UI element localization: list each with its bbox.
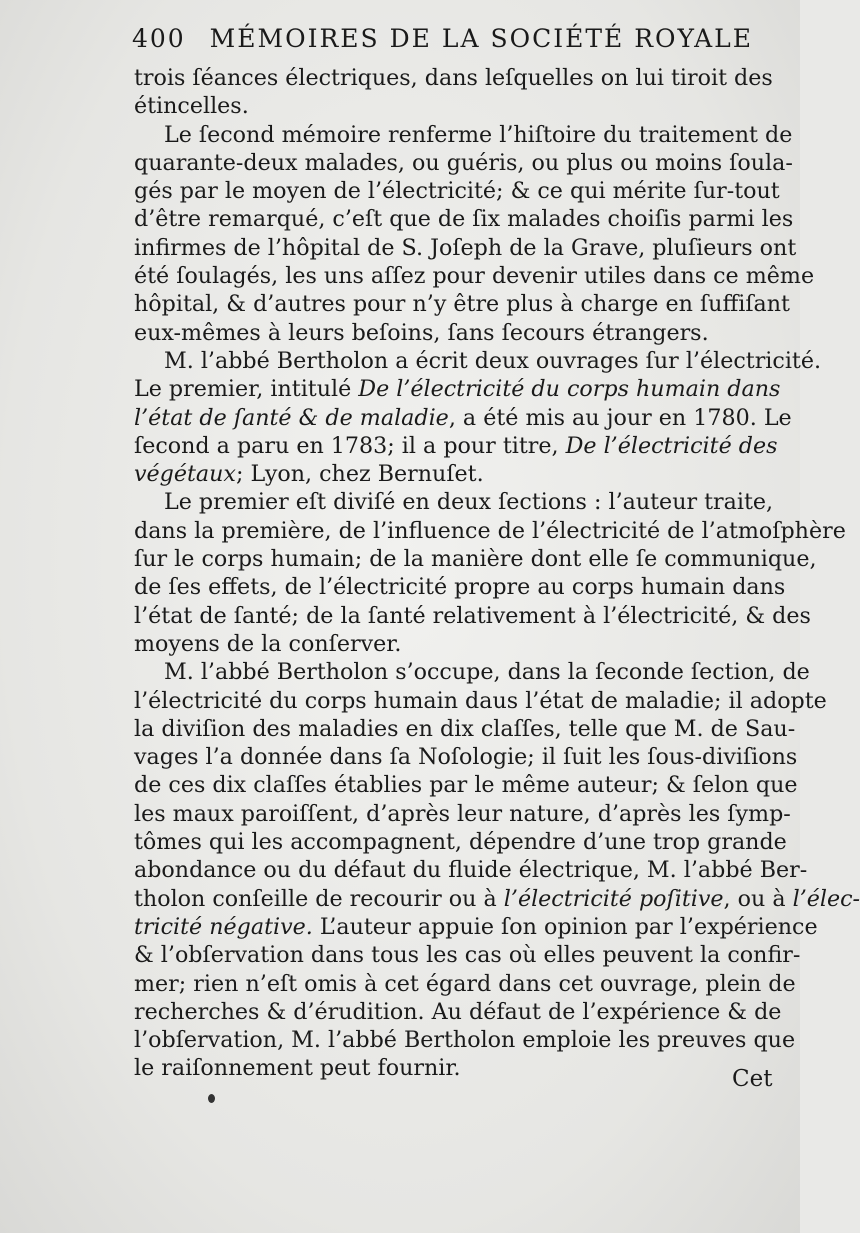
italic-text: De l’électricité des bbox=[565, 432, 778, 459]
text-line bbox=[134, 913, 818, 941]
italic-text: l’élec- bbox=[792, 885, 860, 912]
text-line bbox=[134, 460, 770, 488]
text-span: ; Lyon, chez Bernuſet. bbox=[235, 461, 484, 488]
text-span: eux-mêmes à leurs beſoins, ſans ſecours étrangers. bbox=[134, 319, 709, 346]
text-line bbox=[134, 630, 770, 658]
text-line bbox=[134, 404, 792, 432]
text-line bbox=[134, 205, 794, 233]
text-span: L’auteur appuie ſon opinion par l’expérience bbox=[312, 913, 818, 940]
text-line bbox=[134, 234, 797, 262]
text-line bbox=[134, 149, 793, 177]
italic-text: l’électricité poſitive bbox=[503, 885, 724, 912]
text-span: M. l’abbé Bertholon s’occupe, dans la ſeconde ſection, de bbox=[164, 659, 810, 686]
text-span: été ſoulagés, les uns aſſez pour devenir utiles dans ce même bbox=[134, 263, 815, 290]
text-span: abondance ou du défaut du fluide électrique, M. l’abbé Ber- bbox=[134, 857, 808, 884]
text-line bbox=[134, 602, 811, 630]
text-span: M. l’abbé Bertholon a écrit deux ouvrages ſur l’électricité. bbox=[164, 347, 822, 374]
text-span: l’obſervation, M. l’abbé Bertholon emploie les preuves que bbox=[134, 1027, 796, 1054]
running-title: MÉMOIRES DE LA SOCIÉTÉ ROYALE bbox=[209, 24, 754, 53]
text-line bbox=[134, 771, 798, 799]
text-span: trois ſéances électriques, dans leſquelles on lui tiroit des bbox=[134, 65, 773, 91]
italic-text: l’état de ſanté & de maladie bbox=[134, 404, 449, 431]
page-header bbox=[132, 24, 772, 53]
text-span: dans la première, de l’influence de l’électricité de l’atmoſphère bbox=[134, 517, 846, 544]
text-span: tholon conſeille de recourir ou à bbox=[134, 885, 504, 912]
text-span: ſecond a paru en 1783; il a pour titre, bbox=[134, 432, 566, 459]
text-span: gés par le moyen de l’électricité; & ce qui mérite ſur-tout bbox=[134, 178, 780, 205]
text-span: les maux paroiſſent, d’après leur nature, d’après les ſymp- bbox=[134, 800, 791, 827]
text-line bbox=[134, 743, 798, 771]
text-span: Le premier, intitulé bbox=[134, 376, 359, 403]
text-line bbox=[134, 121, 793, 149]
text-line bbox=[134, 800, 791, 828]
text-span: , ou à bbox=[723, 885, 793, 912]
text-line bbox=[134, 64, 773, 92]
text-line bbox=[134, 856, 808, 884]
text-span: hôpital, & d’autres pour n’y être plus à charge en ſuffiſant bbox=[134, 291, 790, 318]
text-line bbox=[134, 970, 796, 998]
text-span: le raiſonnement peut fournir. bbox=[134, 1055, 461, 1082]
text-line bbox=[134, 1026, 796, 1054]
text-span: de ſes effets, de l’électricité propre au corps humain dans bbox=[134, 574, 786, 601]
text-span: infirmes de l’hôpital de S. Joſeph de la Grave, pluſieurs ont bbox=[134, 234, 797, 261]
text-line bbox=[134, 92, 770, 120]
text-line bbox=[134, 687, 827, 715]
text-line bbox=[134, 658, 810, 686]
text-line bbox=[134, 517, 846, 545]
text-line bbox=[134, 432, 778, 460]
text-line bbox=[134, 262, 815, 290]
text-span: Le ſecond mémoire renferme l’hiſtoire du traitement de bbox=[164, 121, 793, 148]
text-line bbox=[134, 319, 770, 347]
text-line bbox=[134, 941, 801, 969]
italic-text: végétaux bbox=[134, 461, 236, 488]
text-span: moyens de la conſerver. bbox=[134, 630, 402, 657]
body-text bbox=[134, 64, 860, 1083]
text-span: quarante-deux malades, ou guéris, ou plus ou moins ſoula- bbox=[134, 149, 793, 176]
text-span: recherches & d’érudition. Au défaut de l’expérience & de bbox=[134, 998, 782, 1025]
ink-speck bbox=[208, 1094, 215, 1103]
text-span: ſur le corps humain; de la manière dont elle ſe communique, bbox=[134, 546, 817, 573]
text-span: de ces dix claſſes établies par le même auteur; & ſelon que bbox=[134, 772, 798, 799]
italic-text: tricité négative. bbox=[134, 913, 313, 940]
text-line bbox=[134, 375, 781, 403]
italic-text: De l’électricité du corps humain dans bbox=[358, 376, 781, 403]
text-line bbox=[134, 488, 774, 516]
text-span: tômes qui les accompagnent, dépendre d’une trop grande bbox=[134, 829, 787, 856]
text-line bbox=[134, 1054, 770, 1082]
text-span: d’être remarqué, c’eſt que de ſix malades choiſis parmi les bbox=[134, 206, 794, 233]
text-span: l’état de ſanté; de la ſanté relativement à l’électricité, & des bbox=[134, 602, 811, 629]
text-line bbox=[134, 545, 817, 573]
text-span: mer; rien n’eſt omis à cet égard dans cet ouvrage, plein de bbox=[134, 970, 796, 997]
text-line bbox=[134, 715, 796, 743]
text-line bbox=[134, 998, 782, 1026]
text-line bbox=[134, 177, 780, 205]
text-span: l’électricité du corps humain daus l’état de maladie; il adopte bbox=[134, 687, 827, 714]
text-span: , a été mis au jour en 1780. Le bbox=[448, 404, 792, 431]
text-span: la diviſion des maladies en dix claſſes, telle que M. de Sau- bbox=[134, 715, 796, 742]
text-line bbox=[134, 290, 790, 318]
text-line bbox=[134, 828, 787, 856]
text-span: & l’obſervation dans tous les cas où elles peuvent la confir- bbox=[134, 942, 801, 969]
text-span: vages l’a donnée dans ſa Noſologie; il ſuit les ſous-diviſions bbox=[134, 744, 798, 771]
text-span: Le premier eſt diviſé en deux ſections : l’auteur traite, bbox=[164, 489, 774, 516]
page-number: 400 bbox=[132, 24, 186, 53]
text-line bbox=[134, 573, 786, 601]
text-line bbox=[134, 347, 822, 375]
text-line bbox=[134, 885, 860, 913]
text-span: étincelles. bbox=[134, 93, 249, 120]
catchword: Cet bbox=[732, 1066, 773, 1092]
